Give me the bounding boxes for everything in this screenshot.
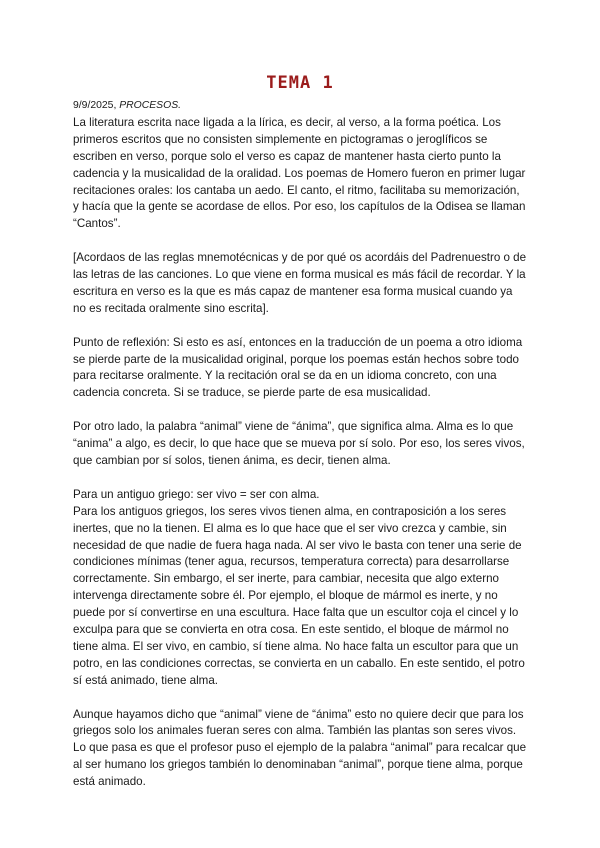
section-label: PROCESOS.	[119, 100, 182, 111]
paragraph-spacer	[73, 402, 528, 419]
paragraph-intro: La literatura escrita nace ligada a la lírica, es decir, al verso, a la forma poética. Los primeros escritos que no consisten simplemente en pictogramas o jeroglíficos se escriben en verso, porque solo el verso es capaz de mantener hasta cierto punto la cadencia y la musicalidad de la oralidad. Los poemas de Homero fueron en primer lugar recitaciones orales: los cantaba un aedo. El canto, el ritmo, facilitaba su memorización, y hacía que la gente se acordase de ellos. Por eso, los capítulos de la Odisea se llaman “Cantos”.	[73, 115, 526, 231]
paragraph-spacer	[73, 318, 528, 335]
paragraph-animal-etymology: Por otro lado, la palabra “animal” viene de “ánima”, que significa alma. Alma es lo que “anima” a algo, es decir, lo que hace que se mueva por sí solo. Por eso, los seres vivos, que cambian por sí solos, tienen ánima, es decir, tienen alma.	[73, 420, 525, 467]
document-body	[73, 98, 528, 791]
paragraph-greek-soul: Para los antiguos griegos, los seres vivos tienen alma, en contraposición a los seres inertes, que no la tienen. El alma es lo que hace que el ser vivo crezca y cambie, sin necesidad de que nadie de fuera haga nada. Al ser vivo le basta con tener una serie de condiciones mínimas (tener agua, recursos, temperatura correcta) para desarrollarse correctamente. Sin embargo, el ser inerte, para cambiar, necesita que algo externo intervenga directamente sobre él. Por ejemplo, el bloque de mármol es inerte, y no puede por sí convertirse en una escultura. Hace falta que un escultor coja el cincel y lo exculpa para que se convierta en otra cosa. En este sentido, el bloque de mármol no tiene alma. El ser vivo, en cambio, sí tiene alma. No hace falta un escultor para que un potro, en las condiciones correctas, se convierta en un caballo. En este sentido, el potro sí está animado, tiene alma.	[73, 504, 525, 687]
date-line	[73, 98, 528, 115]
paragraph-spacer	[73, 233, 528, 250]
date-text: 9/9/2025,	[73, 100, 117, 111]
paragraph-spacer	[73, 690, 528, 707]
paragraph-definition: Para un antiguo griego: ser vivo = ser con alma.	[73, 487, 320, 501]
paragraph-reflection: Punto de reflexión: Si esto es así, entonces en la traducción de un poema a otro idioma se pierde parte de la musicalidad original, porque los poemas están hechos sobre todo para recitarse oralmente. Y la recitación oral se da en un idioma concreto, con una cadencia concreta. Si se traduce, se pierde parte de esa musicalidad.	[73, 335, 523, 400]
page-title: TEMA 1	[266, 73, 334, 93]
paragraph-mnemonic-note: [Acordaos de las reglas mnemotécnicas y de por qué os acordáis del Padrenuestro o de las letras de las canciones. Lo que viene en forma musical es más fácil de recordar. Y la escritura en verso es la que es más capaz de mantener esa forma musical cuando ya no es recitada oralmente sino escrita].	[73, 251, 527, 315]
paragraph-plants: Aunque hayamos dicho que “animal” viene de “ánima” esto no quiere decir que para los griegos solo los animales fueran seres con alma. También las plantas son seres vivos. Lo que pasa es que el profesor puso el ejemplo de la palabra “animal” para recalcar que al ser humano los griegos también lo denominaban “animal”, porque tiene alma, porque está animado.	[73, 707, 527, 789]
paragraph-spacer	[73, 470, 528, 487]
